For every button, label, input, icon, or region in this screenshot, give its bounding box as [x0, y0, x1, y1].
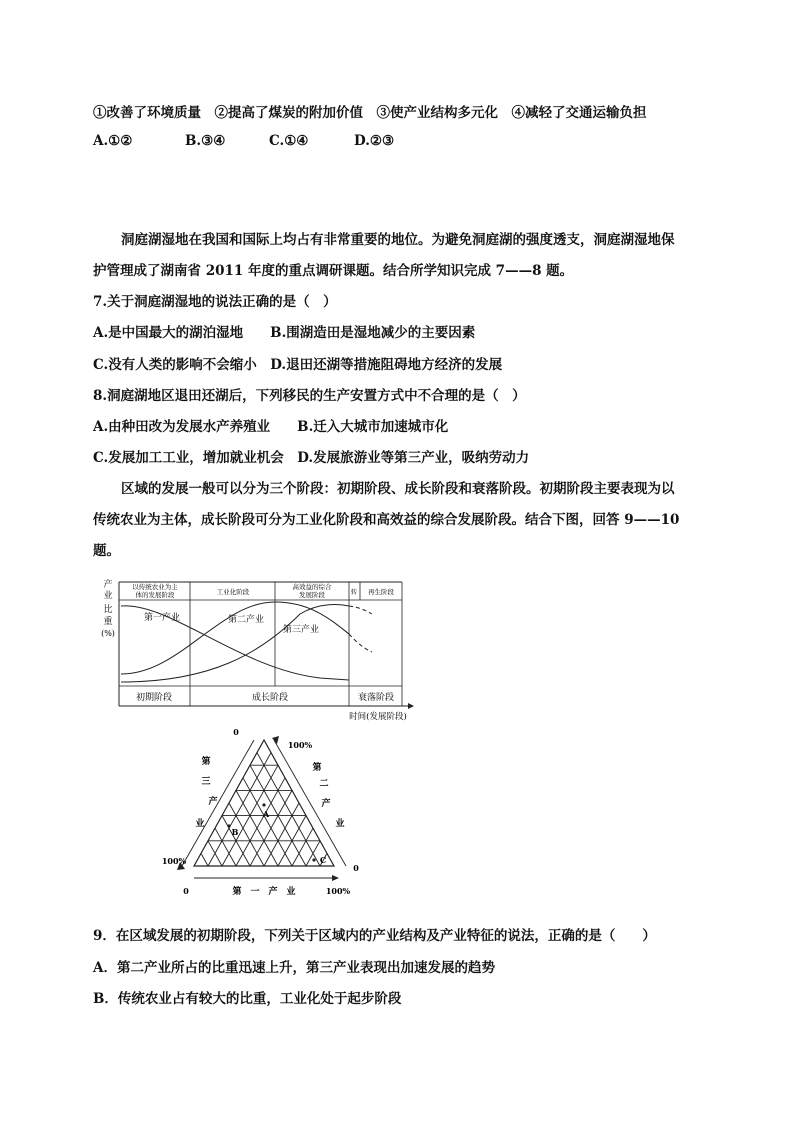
- intro2-line2: 传统农业为主体，成长阶段可分为工业化阶段和高效益的综合发展阶段。结合下图，回答 9——10: [93, 512, 680, 528]
- y-axis-label-2: 业: [103, 591, 113, 601]
- left-label-1: 第: [201, 757, 211, 767]
- right-label-2: 二: [319, 779, 329, 789]
- point-b-marker: [227, 824, 230, 827]
- y-axis-label-5: (%): [101, 629, 115, 638]
- q7-options-cd: C.没有人类的影响不会缩小 D.退田还湖等措施阻碍地方经济的发展: [93, 357, 503, 373]
- q6-statements: ①改善了环境质量 ②提高了煤炭的附加价值 ③使产业结构多元化 ④减轻了交通运输负担: [93, 105, 647, 121]
- stage-label-high-efficiency-1: 高效益的综合: [292, 583, 332, 591]
- secondary-industry-label: 第二产业: [227, 615, 265, 625]
- stage-label-regeneration: 再生阶段: [368, 588, 394, 596]
- decline-stage-label: 衰落阶段: [357, 693, 395, 703]
- q9-stem: 9．在区域发展的初期阶段，下列关于区域内的产业结构及产业特征的说法，正确的是（ ）: [93, 928, 656, 944]
- stage-label-transition: 转: [350, 589, 358, 596]
- q6-option-d: D.②③: [354, 133, 395, 149]
- q8-stem: 8.洞庭湖地区退田还湖后，下列移民的生产安置方式中不合理的是（ ）: [93, 388, 526, 404]
- point-b-label: B: [231, 827, 239, 837]
- q6-option-c: C.①④: [269, 133, 309, 149]
- right-label-3: 产: [321, 799, 331, 809]
- bottom-percent-label: 100%: [325, 886, 351, 896]
- q7-options-ab: A.是中国最大的湖泊湿地 B.围湖造田是湿地减少的主要因素: [93, 325, 476, 341]
- y-axis-label-3: 比: [103, 605, 113, 615]
- point-a-marker: [262, 803, 265, 806]
- top-percent-label: 100%: [287, 740, 313, 750]
- q6-option-a: A.①②: [93, 133, 133, 149]
- q9-option-b: B．传统农业占有较大的比重，工业化处于起步阶段: [93, 991, 402, 1007]
- stage-label-high-efficiency-2: 发展阶段: [299, 591, 325, 599]
- x-axis-label: 时间(发展阶段): [349, 712, 407, 722]
- tertiary-industry-label: 第三产业: [282, 625, 320, 635]
- industry-triangle-diagram: [160, 726, 360, 898]
- stage-label-traditional-2: 体的发展阶段: [135, 591, 175, 599]
- point-a-label: A: [262, 809, 270, 819]
- right-label-4: 业: [335, 819, 345, 829]
- top-zero-label: 0: [233, 727, 239, 737]
- q8-options-cd: C.发展加工工业，增加就业机会 D.发展旅游业等第三产业，吸纳劳动力: [93, 450, 530, 466]
- left-label-4: 业: [195, 819, 205, 829]
- primary-industry-label: 第一产业: [143, 613, 181, 623]
- q9-option-a: A．第二产业所占的比重迅速上升，第三产业表现出加速发展的趋势: [93, 960, 495, 976]
- q6-option-b: B.③④: [185, 133, 226, 149]
- development-stages-diagram: [90, 574, 420, 724]
- intro1-line1: 洞庭湖湿地在我国和国际上均占有非常重要的地位。为避免洞庭湖的强度透支，洞庭湖湿地保: [121, 232, 675, 248]
- left-percent-label: 100%: [161, 856, 187, 866]
- bottom-axis-label: 第 一 产 业: [232, 887, 296, 897]
- growth-stage-label: 成长阶段: [251, 693, 289, 703]
- initial-stage-label: 初期阶段: [135, 693, 173, 703]
- stage-label-industrial: 工业化阶段: [216, 588, 250, 596]
- right-label-1: 第: [312, 763, 322, 773]
- q7-stem: 7.关于洞庭湖湿地的说法正确的是（ ）: [93, 294, 337, 310]
- intro2-line1: 区域的发展一般可以分为三个阶段：初期阶段、成长阶段和衰落阶段。初期阶段主要表现为以: [121, 481, 675, 497]
- left-label-2: 三: [201, 777, 211, 787]
- q8-options-ab: A.由种田改为发展水产养殖业 B.迁入大城市加速城市化: [93, 419, 449, 435]
- point-c-label: C: [319, 855, 327, 865]
- y-axis-label-4: 重: [103, 617, 113, 627]
- left-label-3: 产: [208, 797, 218, 807]
- intro2-line3: 题。: [93, 543, 120, 559]
- right-zero-label: 0: [353, 863, 359, 873]
- point-c-marker: [312, 858, 315, 861]
- bottom-zero-label: 0: [183, 886, 189, 896]
- stage-label-traditional-1: 以传统农业为主: [132, 583, 178, 591]
- y-axis-label-1: 产: [103, 580, 113, 590]
- intro1-line2: 护管理成了湖南省 2011 年度的重点调研课题。结合所学知识完成 7——8 题。: [93, 263, 574, 279]
